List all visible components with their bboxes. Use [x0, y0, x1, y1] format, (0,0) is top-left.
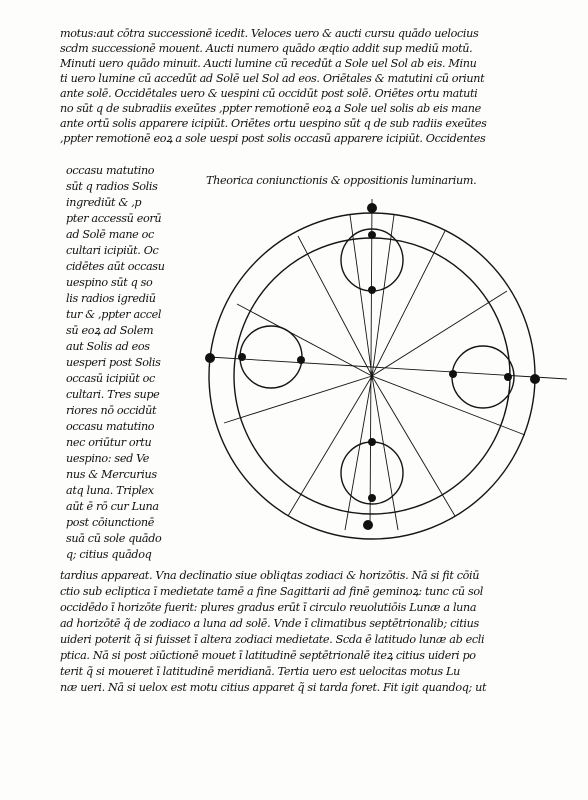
- epicycle-left: [240, 326, 302, 388]
- side-line: sūt q radios Solis: [66, 180, 158, 193]
- side-line: ingrediūt & ,p: [66, 196, 142, 209]
- text-line: terit q̃ si moueret ī latitudinē meridianā. Tertia uero est uelocitas motus Lu: [60, 665, 460, 678]
- side-line: post cōiunctionē: [66, 516, 154, 529]
- body-dot: [367, 203, 377, 213]
- side-line: riores nō occidūt: [66, 404, 157, 417]
- text-line: ti uero lumine cū accedūt ad Solē uel Sol ad eos. Oriētales & matutini cū oriunt: [60, 72, 485, 85]
- text-line: tardius appareat. Vna declinatio siue obliqtas zodiaci & horizōtis. Nā si fit cōiū: [60, 569, 480, 582]
- text-line: ,ppter remotionē eoꝝ a sole uespi post solis occasū apparere icipiūt. Occidentes: [60, 132, 486, 145]
- side-line: sū eoꝝ ad Solem: [66, 324, 154, 337]
- body-dot: [297, 356, 305, 364]
- text-line: ptica. Nā si post ɔiūctionē mouet ī latitudinē septētrionalē iteꝝ citius uideri po: [60, 649, 476, 662]
- text-line: ad horizōtē q̃ de zodiaco a luna ad solē. Vnde ī climatibus septētrionalib; citius: [60, 617, 479, 630]
- side-line: uespino sūt q so: [66, 276, 153, 289]
- ray: [237, 304, 372, 376]
- text-line: ante ortū solis apparere icipiūt. Oriētes ortu uespino sūt q de sub radiis exeūtes: [60, 117, 487, 130]
- side-line: suā cū sole quādo: [66, 532, 162, 545]
- body-dot: [368, 231, 376, 239]
- ray: [372, 376, 398, 530]
- side-line: occasu matutino: [66, 164, 155, 177]
- ray: [372, 376, 455, 516]
- side-line: lis radios igrediū: [66, 292, 156, 305]
- side-line: atq luna. Triplex: [66, 484, 154, 497]
- conjunction-opposition-diagram: [195, 183, 575, 573]
- body-dot: [368, 494, 376, 502]
- body-dot: [368, 438, 376, 446]
- side-line: uespino: sed Ve: [66, 452, 150, 465]
- ray: [298, 236, 372, 376]
- side-line: cultari. Tres supe: [66, 388, 160, 401]
- diagram-caption: Theorica coniunctionis & oppositionis luminarium.: [206, 174, 477, 187]
- text-line: uideri poterit q̃ si fuisset ī altera zodiaci medietate. Scda ē latitudo lunæ ab ecli: [60, 633, 485, 646]
- ray: [372, 231, 445, 376]
- side-line: pter accessū eorū: [66, 212, 162, 225]
- side-line: aut Solis ad eos: [66, 340, 150, 353]
- ray: [372, 215, 394, 376]
- body-dot: [363, 520, 373, 530]
- ray: [372, 291, 507, 376]
- text-line: næ ueri. Nā si uelox est motu citius apparet q̃ si tarda foret. Fit igit quandoq; ut: [60, 681, 487, 694]
- body-dot: [368, 286, 376, 294]
- side-line: cultari icipiūt. Oc: [66, 244, 159, 257]
- side-line: occasū icipiūt oc: [66, 372, 155, 385]
- side-line: uesperi post Solis: [66, 356, 161, 369]
- side-line: q; citius quādoq: [66, 548, 152, 561]
- text-line: ante solē. Occidētales uero & uespini cū occidūt post solē. Oriētes ortu matuti: [60, 87, 478, 100]
- body-dot: [238, 353, 246, 361]
- side-line: aūt ē rō cur Luna: [66, 500, 159, 513]
- side-line: tur & ,ppter accel: [66, 308, 162, 321]
- side-line: ad Solē mane oc: [66, 228, 154, 241]
- body-dot: [449, 370, 457, 378]
- text-line: motus:aut cōtra successionē icedit. Veloces uero & aucti cursu quādo uelocius: [60, 27, 479, 40]
- ray: [224, 376, 372, 423]
- text-line: Minuti uero quādo minuit. Aucti lumine cū recedūt a Sole uel Sol ab eis. Minu: [60, 57, 477, 70]
- side-line: cidētes aūt occasu: [66, 260, 165, 273]
- text-line: scdm successionē mouent. Aucti numero quādo æqtio addit sup mediū motū.: [60, 42, 473, 55]
- side-line: nec oriūtur ortu: [66, 436, 152, 449]
- ray: [350, 215, 372, 376]
- side-line: nus & Mercurius: [66, 468, 157, 481]
- text-line: ctio sub ecliptica ī medietate tamē a fine Sagittarii ad finē geminoꝝ: tunc cū sol: [60, 585, 484, 598]
- ray: [372, 376, 525, 435]
- side-line: occasu matutino: [66, 420, 155, 433]
- body-dot: [530, 374, 540, 384]
- body-dot: [504, 373, 512, 381]
- text-line: no sūt q de subradiis exeūtes ,ppter remotionē eoꝝ a Sole uel solis ab eis mane: [60, 102, 481, 115]
- text-line: occidēdo ī horizōte fuerit: plures gradus erūt ī circulo reuolutiōis Lunæ a luna: [60, 601, 477, 614]
- body-dot: [205, 353, 215, 363]
